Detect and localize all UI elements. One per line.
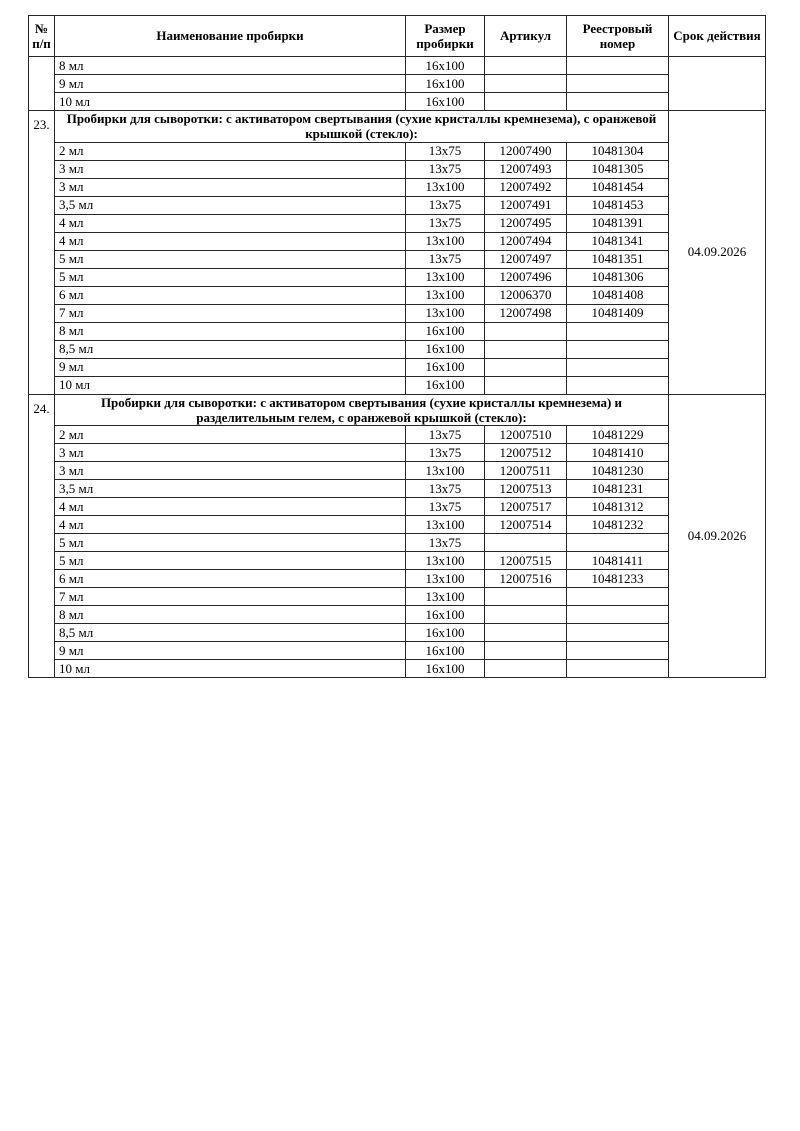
tube-registry-table bbox=[28, 15, 766, 678]
tube-reg-number: 10481233 bbox=[567, 570, 669, 588]
tube-articul bbox=[485, 93, 567, 111]
table-row bbox=[29, 358, 766, 376]
tube-size: 13x100 bbox=[406, 232, 485, 250]
table-row bbox=[29, 376, 766, 394]
tube-name: 8 мл bbox=[55, 606, 406, 624]
row-number: 23. bbox=[29, 111, 55, 395]
tube-articul bbox=[485, 588, 567, 606]
table-row bbox=[29, 498, 766, 516]
tube-size: 13x100 bbox=[406, 268, 485, 286]
tube-name: 5 мл bbox=[55, 268, 406, 286]
tube-articul: 12007492 bbox=[485, 178, 567, 196]
tube-size: 13x100 bbox=[406, 552, 485, 570]
table-row bbox=[29, 606, 766, 624]
table-row bbox=[29, 588, 766, 606]
tube-reg-number: 10481304 bbox=[567, 142, 669, 160]
tube-articul bbox=[485, 358, 567, 376]
section-header-row bbox=[29, 111, 766, 143]
tube-size: 13x75 bbox=[406, 426, 485, 444]
tube-name: 4 мл bbox=[55, 516, 406, 534]
tube-articul: 12007491 bbox=[485, 196, 567, 214]
tube-size: 16x100 bbox=[406, 57, 485, 75]
tube-name: 9 мл bbox=[55, 75, 406, 93]
table-row bbox=[29, 642, 766, 660]
tube-articul bbox=[485, 606, 567, 624]
table-row bbox=[29, 232, 766, 250]
tube-name: 5 мл bbox=[55, 250, 406, 268]
tube-reg-number: 10481411 bbox=[567, 552, 669, 570]
tube-reg-number: 10481410 bbox=[567, 444, 669, 462]
tube-articul bbox=[485, 340, 567, 358]
table-row bbox=[29, 480, 766, 498]
tube-reg-number: 10481409 bbox=[567, 304, 669, 322]
table-row bbox=[29, 340, 766, 358]
tube-name: 7 мл bbox=[55, 588, 406, 606]
tube-name: 3,5 мл bbox=[55, 196, 406, 214]
tube-size: 16x100 bbox=[406, 340, 485, 358]
tube-reg-number bbox=[567, 93, 669, 111]
col-header-row-number: № п/п bbox=[29, 16, 55, 57]
tube-reg-number: 10481391 bbox=[567, 214, 669, 232]
tube-name: 2 мл bbox=[55, 426, 406, 444]
col-header-reg-number: Реестровый номер bbox=[567, 16, 669, 57]
tube-size: 13x75 bbox=[406, 142, 485, 160]
tube-size: 13x100 bbox=[406, 462, 485, 480]
table-row bbox=[29, 286, 766, 304]
col-header-term: Срок действия bbox=[669, 16, 766, 57]
tube-size: 13x75 bbox=[406, 498, 485, 516]
tube-reg-number bbox=[567, 340, 669, 358]
tube-reg-number: 10481341 bbox=[567, 232, 669, 250]
table-row bbox=[29, 93, 766, 111]
tube-size: 16x100 bbox=[406, 322, 485, 340]
tube-size: 13x100 bbox=[406, 570, 485, 588]
table-row bbox=[29, 624, 766, 642]
tube-name: 3,5 мл bbox=[55, 480, 406, 498]
row-number bbox=[29, 57, 55, 111]
tube-reg-number bbox=[567, 660, 669, 678]
tube-articul bbox=[485, 642, 567, 660]
tube-articul bbox=[485, 376, 567, 394]
tube-size: 13x100 bbox=[406, 304, 485, 322]
tube-articul bbox=[485, 624, 567, 642]
tube-size: 16x100 bbox=[406, 624, 485, 642]
tube-articul: 12007517 bbox=[485, 498, 567, 516]
tube-name: 8 мл bbox=[55, 322, 406, 340]
tube-reg-number: 10481231 bbox=[567, 480, 669, 498]
tube-reg-number: 10481232 bbox=[567, 516, 669, 534]
tube-name: 4 мл bbox=[55, 232, 406, 250]
tube-reg-number: 10481229 bbox=[567, 426, 669, 444]
tube-reg-number: 10481454 bbox=[567, 178, 669, 196]
tube-name: 10 мл bbox=[55, 93, 406, 111]
tube-name: 9 мл bbox=[55, 642, 406, 660]
tube-reg-number bbox=[567, 534, 669, 552]
table-row bbox=[29, 462, 766, 480]
tube-name: 8,5 мл bbox=[55, 340, 406, 358]
tube-articul: 12007516 bbox=[485, 570, 567, 588]
tube-reg-number bbox=[567, 75, 669, 93]
tube-size: 13x100 bbox=[406, 286, 485, 304]
tube-articul: 12007512 bbox=[485, 444, 567, 462]
tube-articul: 12007490 bbox=[485, 142, 567, 160]
tube-articul: 12007495 bbox=[485, 214, 567, 232]
table-row bbox=[29, 516, 766, 534]
tube-reg-number bbox=[567, 624, 669, 642]
tube-name: 3 мл bbox=[55, 178, 406, 196]
tube-articul bbox=[485, 75, 567, 93]
tube-size: 13x75 bbox=[406, 214, 485, 232]
table-row bbox=[29, 552, 766, 570]
tube-articul bbox=[485, 322, 567, 340]
tube-size: 13x75 bbox=[406, 196, 485, 214]
tube-reg-number: 10481312 bbox=[567, 498, 669, 516]
tube-articul: 12006370 bbox=[485, 286, 567, 304]
tube-articul bbox=[485, 534, 567, 552]
tube-size: 13x75 bbox=[406, 534, 485, 552]
tube-reg-number bbox=[567, 642, 669, 660]
table-row bbox=[29, 214, 766, 232]
tube-name: 8 мл bbox=[55, 57, 406, 75]
term-date: 04.09.2026 bbox=[669, 111, 766, 395]
table-row bbox=[29, 250, 766, 268]
tube-size: 13x75 bbox=[406, 160, 485, 178]
table-row bbox=[29, 660, 766, 678]
table-row bbox=[29, 322, 766, 340]
tube-name: 9 мл bbox=[55, 358, 406, 376]
table-row bbox=[29, 160, 766, 178]
tube-size: 16x100 bbox=[406, 606, 485, 624]
tube-name: 7 мл bbox=[55, 304, 406, 322]
tube-articul: 12007497 bbox=[485, 250, 567, 268]
tube-name: 3 мл bbox=[55, 462, 406, 480]
tube-reg-number: 10481408 bbox=[567, 286, 669, 304]
table-row bbox=[29, 196, 766, 214]
term-date bbox=[669, 57, 766, 111]
tube-articul: 12007514 bbox=[485, 516, 567, 534]
table-row bbox=[29, 142, 766, 160]
col-header-articul: Артикул bbox=[485, 16, 567, 57]
tube-size: 13x75 bbox=[406, 444, 485, 462]
table-row bbox=[29, 426, 766, 444]
tube-reg-number bbox=[567, 588, 669, 606]
section-title: Пробирки для сыворотки: с активатором свертывания (сухие кристаллы кремнезема), с оранжевой крышкой (стекло): bbox=[55, 111, 669, 143]
tube-name: 4 мл bbox=[55, 498, 406, 516]
tube-size: 13x100 bbox=[406, 178, 485, 196]
tube-table-body bbox=[29, 57, 766, 678]
tube-name: 3 мл bbox=[55, 160, 406, 178]
tube-name: 5 мл bbox=[55, 534, 406, 552]
table-row bbox=[29, 178, 766, 196]
tube-size: 16x100 bbox=[406, 376, 485, 394]
table-row bbox=[29, 57, 766, 75]
tube-reg-number bbox=[567, 376, 669, 394]
tube-reg-number bbox=[567, 358, 669, 376]
tube-name: 10 мл bbox=[55, 376, 406, 394]
tube-size: 16x100 bbox=[406, 75, 485, 93]
tube-articul: 12007496 bbox=[485, 268, 567, 286]
tube-size: 16x100 bbox=[406, 642, 485, 660]
tube-size: 16x100 bbox=[406, 358, 485, 376]
table-row bbox=[29, 570, 766, 588]
tube-articul: 12007511 bbox=[485, 462, 567, 480]
tube-size: 16x100 bbox=[406, 660, 485, 678]
tube-reg-number bbox=[567, 57, 669, 75]
tube-articul bbox=[485, 57, 567, 75]
table-row bbox=[29, 304, 766, 322]
term-date: 04.09.2026 bbox=[669, 394, 766, 678]
table-row bbox=[29, 268, 766, 286]
tube-name: 2 мл bbox=[55, 142, 406, 160]
tube-articul: 12007510 bbox=[485, 426, 567, 444]
table-header-row bbox=[29, 16, 766, 57]
tube-name: 6 мл bbox=[55, 286, 406, 304]
tube-name: 8,5 мл bbox=[55, 624, 406, 642]
tube-reg-number: 10481306 bbox=[567, 268, 669, 286]
tube-name: 4 мл bbox=[55, 214, 406, 232]
tube-reg-number: 10481230 bbox=[567, 462, 669, 480]
tube-reg-number: 10481351 bbox=[567, 250, 669, 268]
tube-reg-number bbox=[567, 606, 669, 624]
tube-articul bbox=[485, 660, 567, 678]
tube-size: 13x100 bbox=[406, 516, 485, 534]
col-header-tube-size: Размер пробирки bbox=[406, 16, 485, 57]
tube-name: 6 мл bbox=[55, 570, 406, 588]
tube-name: 3 мл bbox=[55, 444, 406, 462]
tube-reg-number: 10481453 bbox=[567, 196, 669, 214]
tube-articul: 12007498 bbox=[485, 304, 567, 322]
tube-articul: 12007515 bbox=[485, 552, 567, 570]
table-row bbox=[29, 75, 766, 93]
tube-articul: 12007494 bbox=[485, 232, 567, 250]
row-number: 24. bbox=[29, 394, 55, 678]
col-header-tube-name: Наименование пробирки bbox=[55, 16, 406, 57]
table-row bbox=[29, 534, 766, 552]
tube-name: 5 мл bbox=[55, 552, 406, 570]
tube-reg-number: 10481305 bbox=[567, 160, 669, 178]
tube-size: 16x100 bbox=[406, 93, 485, 111]
tube-size: 13x100 bbox=[406, 588, 485, 606]
tube-size: 13x75 bbox=[406, 250, 485, 268]
table-row bbox=[29, 444, 766, 462]
tube-reg-number bbox=[567, 322, 669, 340]
tube-articul: 12007513 bbox=[485, 480, 567, 498]
tube-name: 10 мл bbox=[55, 660, 406, 678]
section-header-row bbox=[29, 394, 766, 426]
section-title: Пробирки для сыворотки: с активатором свертывания (сухие кристаллы кремнезема) и разделительным гелем, с оранжевой крышкой (стекло): bbox=[55, 394, 669, 426]
tube-articul: 12007493 bbox=[485, 160, 567, 178]
tube-size: 13x75 bbox=[406, 480, 485, 498]
